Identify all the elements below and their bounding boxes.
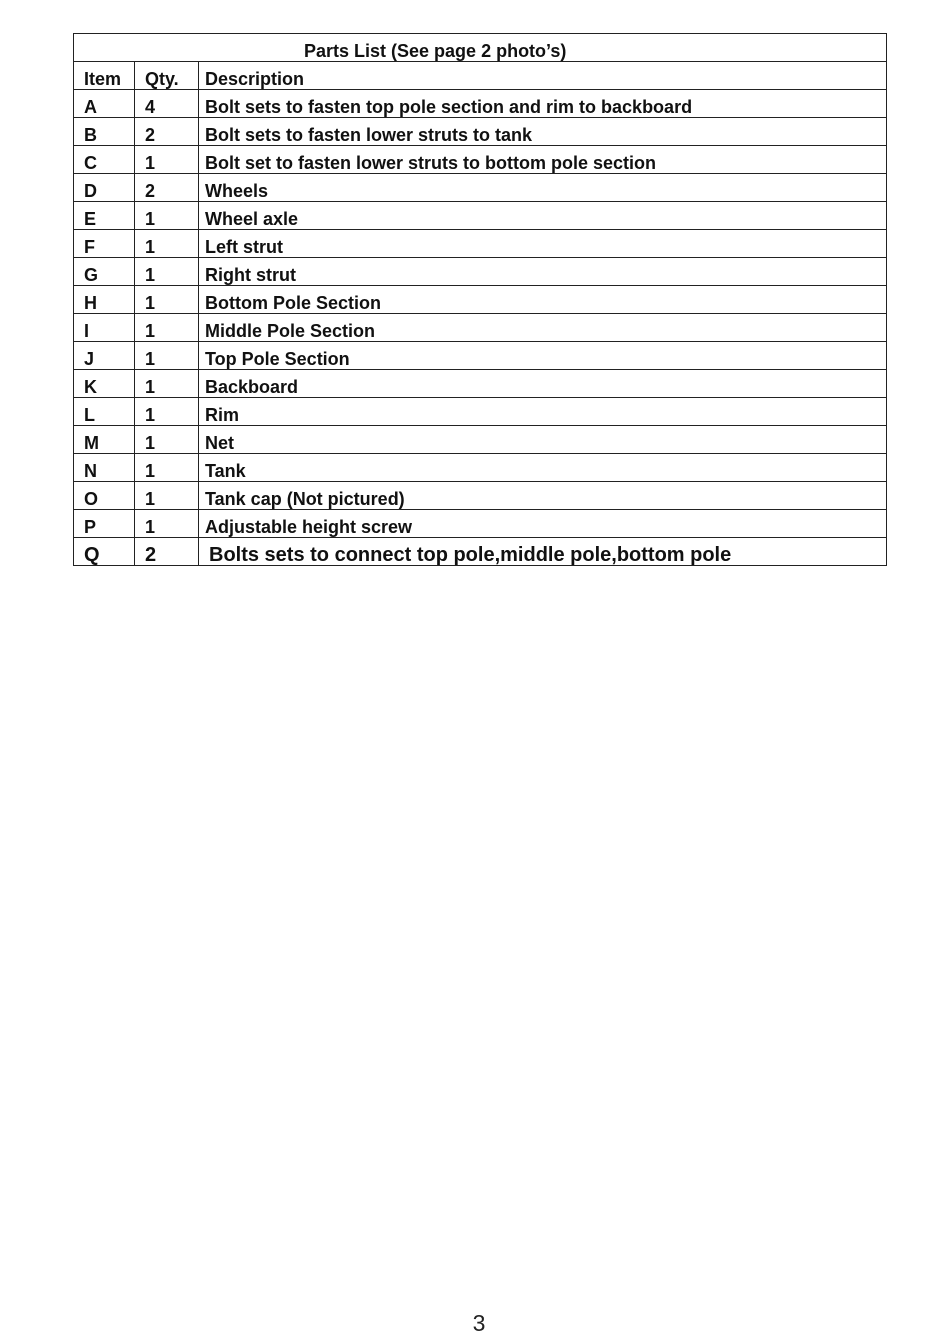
qty-cell: 1 xyxy=(135,510,199,538)
table-title-row xyxy=(74,34,887,62)
description-cell: Tank cap (Not pictured) xyxy=(199,482,887,510)
description-cell: Adjustable height screw xyxy=(199,510,887,538)
item-cell: C xyxy=(74,146,135,174)
header-qty: Qty. xyxy=(135,62,199,90)
item-cell: B xyxy=(74,118,135,146)
qty-cell: 4 xyxy=(135,90,199,118)
description-cell: Top Pole Section xyxy=(199,342,887,370)
description-cell: Middle Pole Section xyxy=(199,314,887,342)
qty-cell: 2 xyxy=(135,118,199,146)
item-cell: I xyxy=(74,314,135,342)
table-row xyxy=(74,118,887,146)
description-cell: Left strut xyxy=(199,230,887,258)
item-cell: L xyxy=(74,398,135,426)
description-cell: Rim xyxy=(199,398,887,426)
description-cell: Wheel axle xyxy=(199,202,887,230)
table-row xyxy=(74,202,887,230)
table-row xyxy=(74,90,887,118)
parts-list-table xyxy=(73,33,887,566)
table-row xyxy=(74,370,887,398)
table-row xyxy=(74,510,887,538)
table-row xyxy=(74,314,887,342)
item-cell: E xyxy=(74,202,135,230)
qty-cell: 1 xyxy=(135,370,199,398)
qty-cell: 2 xyxy=(135,538,199,566)
description-cell: Bolt sets to fasten lower struts to tank xyxy=(199,118,887,146)
table-header-row xyxy=(74,62,887,90)
item-cell: D xyxy=(74,174,135,202)
item-cell: A xyxy=(74,90,135,118)
header-item: Item xyxy=(74,62,135,90)
description-cell: Bolt sets to fasten top pole section and rim to backboard xyxy=(199,90,887,118)
table-row xyxy=(74,286,887,314)
qty-cell: 1 xyxy=(135,398,199,426)
table-row xyxy=(74,258,887,286)
item-cell: J xyxy=(74,342,135,370)
qty-cell: 1 xyxy=(135,146,199,174)
description-cell: Bolts sets to connect top pole,middle pole,bottom pole xyxy=(199,538,887,566)
qty-cell: 1 xyxy=(135,342,199,370)
item-cell: G xyxy=(74,258,135,286)
qty-cell: 1 xyxy=(135,258,199,286)
description-cell: Bottom Pole Section xyxy=(199,286,887,314)
item-cell: K xyxy=(74,370,135,398)
header-description: Description xyxy=(199,62,887,90)
qty-cell: 2 xyxy=(135,174,199,202)
table-row xyxy=(74,454,887,482)
description-cell: Net xyxy=(199,426,887,454)
description-cell: Backboard xyxy=(199,370,887,398)
table-row xyxy=(74,538,887,566)
description-cell: Right strut xyxy=(199,258,887,286)
table-row xyxy=(74,426,887,454)
qty-cell: 1 xyxy=(135,314,199,342)
table-title: Parts List (See page 2 photo’s) xyxy=(74,34,887,62)
item-cell: O xyxy=(74,482,135,510)
description-cell: Tank xyxy=(199,454,887,482)
qty-cell: 1 xyxy=(135,230,199,258)
item-cell: N xyxy=(74,454,135,482)
item-cell: H xyxy=(74,286,135,314)
qty-cell: 1 xyxy=(135,286,199,314)
item-cell: M xyxy=(74,426,135,454)
description-cell: Bolt set to fasten lower struts to bottom pole section xyxy=(199,146,887,174)
item-cell: P xyxy=(74,510,135,538)
qty-cell: 1 xyxy=(135,454,199,482)
item-cell: Q xyxy=(74,538,135,566)
table-row xyxy=(74,146,887,174)
table-row xyxy=(74,174,887,202)
qty-cell: 1 xyxy=(135,426,199,454)
qty-cell: 1 xyxy=(135,202,199,230)
table-row xyxy=(74,230,887,258)
qty-cell: 1 xyxy=(135,482,199,510)
item-cell: F xyxy=(74,230,135,258)
description-cell: Wheels xyxy=(199,174,887,202)
table-row xyxy=(74,342,887,370)
table-row xyxy=(74,482,887,510)
table-row xyxy=(74,398,887,426)
page-number: 3 xyxy=(472,1310,486,1336)
